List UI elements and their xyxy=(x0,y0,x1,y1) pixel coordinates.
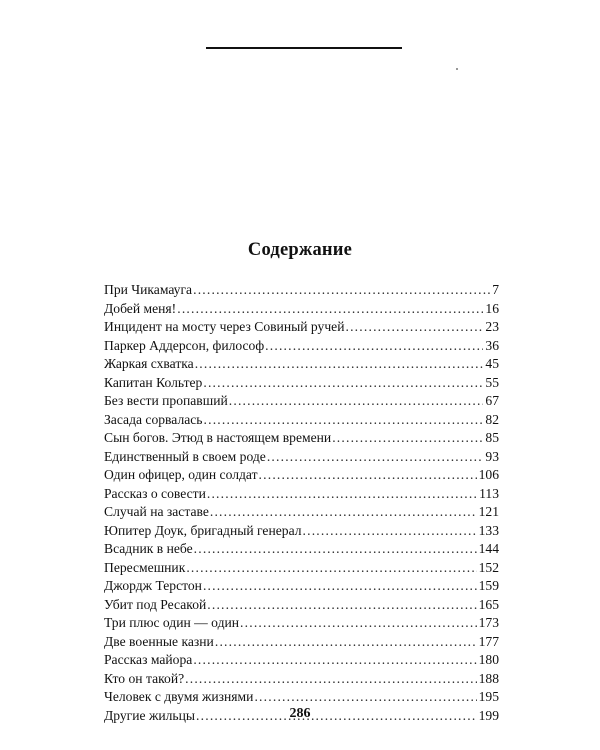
toc-dot-leader xyxy=(215,633,477,652)
table-of-contents xyxy=(104,281,499,725)
toc-entry-page: 36 xyxy=(485,337,499,353)
toc-dot-leader xyxy=(259,466,477,485)
toc-entry-page: 152 xyxy=(478,559,499,575)
toc-dot-leader xyxy=(267,448,484,467)
toc-entry-page: 55 xyxy=(485,374,499,390)
toc-entry xyxy=(104,522,499,541)
toc-dot-leader xyxy=(254,688,476,707)
toc-entry-title: Рассказ о совести xyxy=(104,485,206,501)
toc-entry-title: Один офицер, один солдат xyxy=(104,467,258,482)
toc-entry-title: Единственный в своем роде xyxy=(104,448,266,464)
toc-entry xyxy=(104,688,499,707)
toc-entry-title: Сын богов. Этюд в настоящем времени xyxy=(104,430,332,445)
toc-entry xyxy=(104,596,499,615)
toc-entry xyxy=(104,281,499,300)
toc-dot-leader xyxy=(194,540,477,559)
toc-entry xyxy=(104,651,499,670)
toc-entry xyxy=(104,466,499,485)
toc-entry-title: Кто он такой? xyxy=(104,670,185,686)
toc-dot-leader xyxy=(186,559,476,578)
toc-entry-page: 177 xyxy=(478,633,499,649)
toc-entry-title: Джордж Терстон xyxy=(104,578,202,593)
toc-dot-leader xyxy=(203,374,483,393)
toc-entry xyxy=(104,355,499,374)
page-number: 286 xyxy=(289,706,311,721)
toc-dot-leader xyxy=(185,670,476,689)
toc-entry-page: 133 xyxy=(478,522,499,538)
toc-dot-leader xyxy=(332,429,483,448)
toc-entry-title: Без вести пропавший xyxy=(104,393,228,408)
toc-entry-page: 144 xyxy=(478,541,499,556)
toc-entry xyxy=(104,392,499,411)
toc-entry xyxy=(104,374,499,393)
toc-entry-title: При Чикамауга xyxy=(104,282,193,297)
toc-entry-title: Жаркая схватка xyxy=(104,356,194,371)
toc-entry-title: Человек с двумя жизнями xyxy=(104,689,254,704)
toc-dot-leader xyxy=(303,522,477,541)
page-speck xyxy=(456,68,458,70)
toc-entry xyxy=(104,614,499,633)
toc-entry-page: 23 xyxy=(485,319,499,334)
page-title: Содержание xyxy=(247,240,353,260)
toc-entry-title: Две военные казни xyxy=(104,633,214,649)
top-rule xyxy=(206,47,402,49)
toc-dot-leader xyxy=(195,355,484,374)
toc-entry xyxy=(104,411,499,430)
toc-entry-page: 195 xyxy=(478,689,499,704)
toc-entry-title: Пересмешник xyxy=(104,559,186,575)
toc-entry-page: 16 xyxy=(485,300,499,316)
toc-dot-leader xyxy=(204,411,484,430)
toc-entry-page: 199 xyxy=(478,707,499,723)
toc-entry-title: Капитан Кольтер xyxy=(104,374,203,390)
toc-dot-leader xyxy=(177,300,483,319)
toc-entry-page: 173 xyxy=(478,615,499,630)
toc-entry-title: Рассказ майора xyxy=(104,652,193,667)
toc-entry-page: 93 xyxy=(485,448,499,464)
toc-entry-page: 85 xyxy=(485,430,499,445)
toc-entry-page: 121 xyxy=(478,504,499,519)
toc-dot-leader xyxy=(265,337,483,356)
toc-entry xyxy=(104,485,499,504)
toc-dot-leader xyxy=(203,577,477,596)
toc-entry-title: Паркер Аддерсон, философ xyxy=(104,337,265,353)
toc-dot-leader xyxy=(345,318,483,337)
toc-entry-title: Три плюс один — один xyxy=(104,615,240,630)
toc-dot-leader xyxy=(229,392,484,411)
toc-entry-title: Инцидент на мосту через Совиный ручей xyxy=(104,319,345,334)
toc-entry xyxy=(104,318,499,337)
toc-entry xyxy=(104,448,499,467)
toc-dot-leader xyxy=(207,485,477,504)
toc-entry xyxy=(104,429,499,448)
toc-entry-title: Засада сорвалась xyxy=(104,411,203,427)
toc-dot-leader xyxy=(207,596,476,615)
toc-entry-page: 106 xyxy=(478,467,499,482)
toc-entry-title: Юпитер Доук, бригадный генерал xyxy=(104,522,302,538)
toc-entry xyxy=(104,540,499,559)
toc-dot-leader xyxy=(193,281,490,300)
toc-entry-page: 180 xyxy=(478,652,499,667)
toc-entry xyxy=(104,670,499,689)
toc-entry-page: 113 xyxy=(479,485,499,501)
toc-entry-page: 159 xyxy=(478,578,499,593)
toc-entry-title: Другие жильцы xyxy=(104,707,196,723)
toc-entry-title: Случай на заставе xyxy=(104,504,209,519)
toc-entry xyxy=(104,559,499,578)
toc-entry xyxy=(104,337,499,356)
toc-entry-page: 82 xyxy=(485,411,499,427)
toc-entry-page: 45 xyxy=(485,356,499,371)
toc-entry-title: Всадник в небе xyxy=(104,541,193,556)
toc-entry xyxy=(104,300,499,319)
toc-entry-page: 165 xyxy=(478,596,499,612)
toc-dot-leader xyxy=(193,651,476,670)
toc-entry xyxy=(104,577,499,596)
toc-entry-page: 188 xyxy=(478,670,499,686)
toc-entry-page: 67 xyxy=(485,393,499,408)
toc-dot-leader xyxy=(210,503,477,522)
toc-entry-title: Убит под Ресакой xyxy=(104,596,207,612)
toc-entry-title: Добей меня! xyxy=(104,300,177,316)
toc-entry xyxy=(104,633,499,652)
toc-entry xyxy=(104,503,499,522)
toc-entry-page: 7 xyxy=(492,282,499,297)
toc-dot-leader xyxy=(240,614,477,633)
